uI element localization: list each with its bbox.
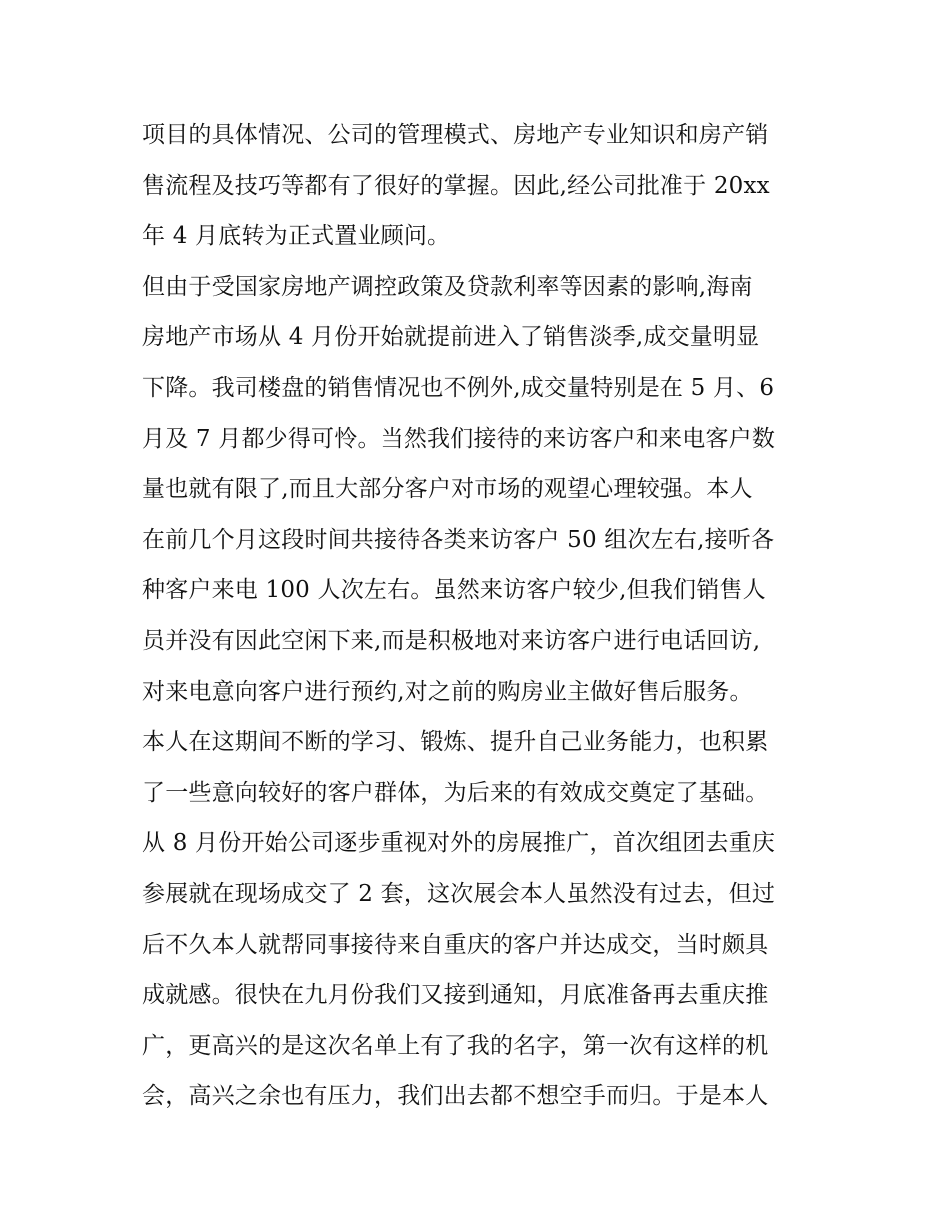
text-line: 从 8 月份开始公司逐步重视对外的房展推广，首次组团去重庆 — [142, 830, 776, 857]
text-line: 本人在这期间不断的学习、锻炼、提升自己业务能力，也积累 — [142, 729, 769, 756]
text-line: 后不久本人就帮同事接待来自重庆的客户并达成交，当时颇具 — [142, 931, 769, 958]
text-line: 在前几个月这段时间共接待各类来访客户 50 组次左右,接听各 — [142, 526, 775, 553]
text-line: 员并没有因此空闲下来,而是积极地对来访客户进行电话回访, — [142, 627, 761, 654]
text-line: 售流程及技巧等都有了很好的掌握。因此,经公司批准于 20xx — [142, 172, 770, 199]
body-text — [142, 110, 822, 1122]
text-line: 参展就在现场成交了 2 套，这次展会本人虽然没有过去，但过 — [142, 880, 776, 907]
text-line: 年 4 月底转为正式置业顾问。 — [142, 223, 451, 250]
text-line: 月及 7 月都少得可怜。当然我们接待的来访客户和来电客户数 — [142, 425, 776, 452]
text-line: 下降。我司楼盘的销售情况也不例外,成交量特别是在 5 月、6 — [142, 374, 775, 401]
text-line: 广，更高兴的是这次名单上有了我的名字，第一次有这样的机 — [142, 1032, 769, 1059]
text-line: 房地产市场从 4 月份开始就提前进入了销售淡季,成交量明显 — [142, 324, 760, 351]
text-line: 种客户来电 100 人次左右。虽然来访客户较少,但我们销售人 — [142, 577, 766, 604]
text-line: 但由于受国家房地产调控政策及贷款利率等因素的影响,海南 — [142, 273, 753, 300]
text-line: 项目的具体情况、公司的管理模式、房地产专业知识和房产销 — [142, 122, 769, 148]
text-line: 对来电意向客户进行预约,对之前的购房业主做好售后服务。 — [142, 678, 753, 705]
text-line: 了一些意向较好的客户群体，为后来的有效成交奠定了基础。 — [142, 779, 769, 806]
text-line: 成就感。很快在九月份我们又接到通知，月底准备再去重庆推 — [142, 982, 769, 1009]
text-line: 量也就有限了,而且大部分客户对市场的观望心理较强。本人 — [142, 476, 753, 503]
text-line: 会，高兴之余也有压力，我们出去都不想空手而归。于是本人 — [142, 1083, 769, 1110]
